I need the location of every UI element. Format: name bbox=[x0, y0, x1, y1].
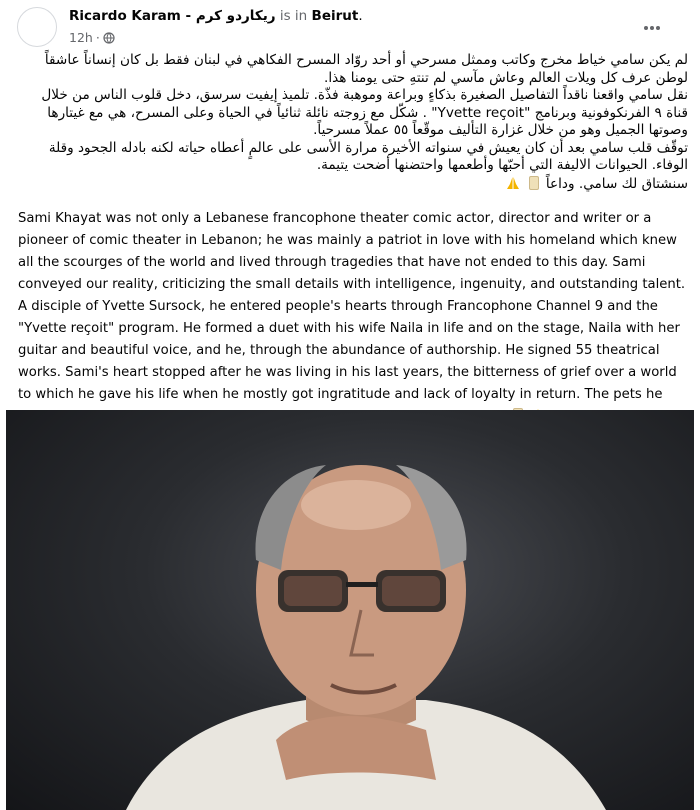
more-options-button[interactable] bbox=[634, 14, 670, 42]
post-photo[interactable] bbox=[6, 410, 694, 810]
location-link[interactable]: Beirut bbox=[311, 8, 359, 24]
post-text-arabic bbox=[16, 52, 688, 193]
avatar[interactable] bbox=[17, 7, 57, 47]
arabic-paragraph: لم يكن سامي خياط مخرج وكاتب وممثل مسرحي أو أحد روّاد المسرح الفكاهي في لبنان فقط بل كان إنساناً عاشقاً لوطن عرف كل ويلات العالم وعاش مآسي لم تنتهِ حتى يومنا هذا. bbox=[44, 52, 688, 86]
arabic-paragraph-closing bbox=[16, 175, 688, 194]
post-author-line bbox=[69, 8, 363, 24]
post-timestamp[interactable]: 12h bbox=[69, 30, 93, 45]
post-meta bbox=[69, 30, 115, 45]
post-text-english bbox=[18, 208, 686, 428]
english-paragraph: Sami Khayat was not only a Lebanese francophone theater comic actor, director and writer or a pioneer of comic theater in Lebanon; he was mainly a patriot in love with his homeland which knew all the scourges of the world and lived through tragedies that have not ended to this day. Sami conveyed our reality, criticizing the small details with intelligence, ingenuity, and outstanding talent. A disciple of Yvette Sursock, he entered people's hearts through Francophone Channel 9 and the "Yvette reçoit" program. He formed a duet with his wife Naila in life and on the stage, Naila with her guitar and beautiful voice, and he, through the abundance of authorship. He signed 55 theatrical works. Sami's heart stopped after he was living in his last years, the bitterness of grief over a world to which he gave his life when he mostly got ingratitude and lack of loyalty in return. The pets he bbox=[18, 211, 686, 402]
arabic-paragraph: توقّف قلب سامي بعد أن كان يعيش في سنواته الأخيرة مرارة الأسى على عالمٍ أعطاه حياته لكنه بادله الجحود وقلة الوفاء. الحيوانات الاليفة التي أحبّها وأطعمها واحتضنها أضحت يتيمة. bbox=[48, 139, 688, 173]
meta-separator: · bbox=[95, 30, 100, 45]
arabic-paragraph: نقل سامي واقعنا ناقداً التفاصيل الصغيرة بذكاءٍ وبراعة وموهبة فذّة. تلميذ إيفيت سرسق، دخل قلوب الناس من خلال قناة ٩ الفرنكوفونية وبرنامج "Yvette reçoit" . شكّل مع زوجته نائلة ثنائياً في الحياة وعلى المسرح، هي مع غيتارها وصوتها الجميل وهو من خلال غزارة التأليف موقّعاً ٥٥ عملاً مسرحياً. bbox=[41, 87, 688, 138]
post-header bbox=[0, 0, 700, 56]
folded-hands-emoji-icon bbox=[505, 175, 521, 191]
globe-icon[interactable] bbox=[103, 32, 115, 44]
author-name[interactable]: Ricardo Karam - ريكاردو كرم bbox=[69, 8, 276, 24]
location-suffix: . bbox=[358, 8, 363, 24]
is-in-text: is in bbox=[279, 8, 308, 24]
portrait-illustration bbox=[6, 410, 694, 810]
arabic-farewell: سنشتاق لك سامي. وداعاً bbox=[545, 175, 688, 192]
scroll-emoji-icon bbox=[529, 176, 539, 190]
more-options-icon bbox=[643, 25, 661, 31]
